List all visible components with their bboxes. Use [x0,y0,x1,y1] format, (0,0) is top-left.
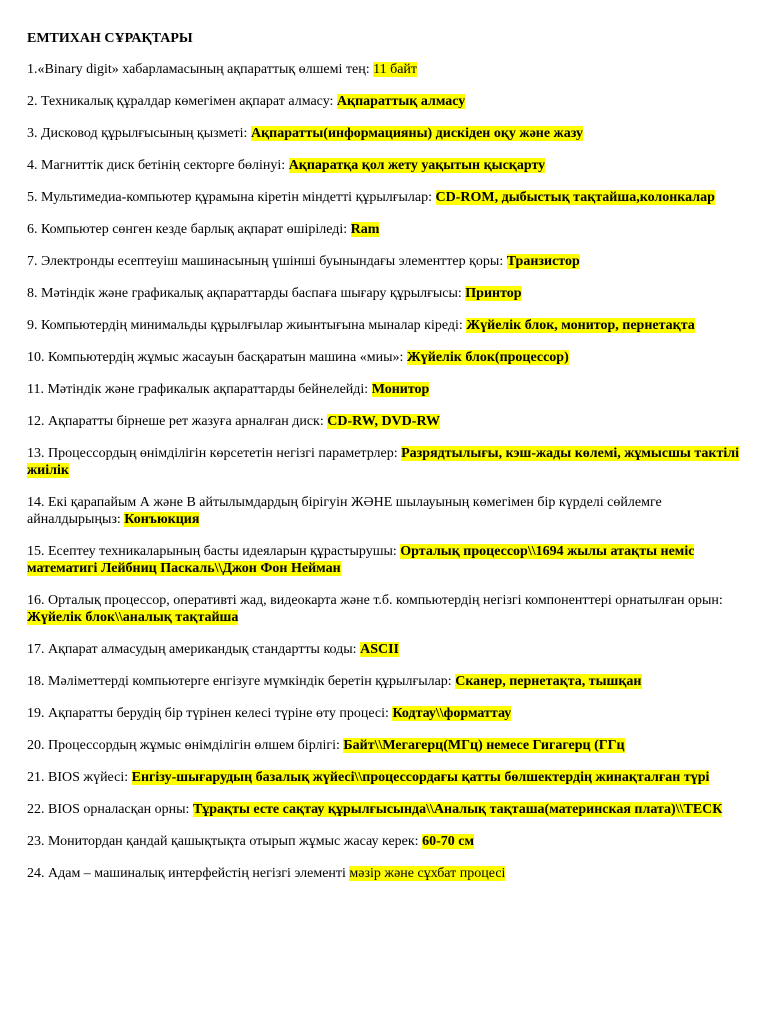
answer-highlight: Принтор [465,286,522,301]
question-text: 12. Ақпаратты бірнеше рет жазуға арналған диск: [27,414,328,429]
question-item [27,125,743,142]
question-text: 6. Компьютер сөнген кезде барлық ақпарат өшіріледі: [27,222,351,237]
answer-highlight: Транзистор [506,254,580,269]
question-text: 15. Есептеу техникаларының басты идеяларын құрастырушы: [27,544,401,559]
answer-highlight: Жүйелік блок(процессор) [406,350,569,365]
question-text: 11. Мәтіндік және графикалык ақпараттарды бейнелейді: [27,382,372,397]
question-text: 7. Электронды есептеуіш машинасының үшінші буынындағы элементтер қоры: [27,254,507,269]
question-item [27,801,743,818]
question-item [27,833,743,850]
question-item [27,253,743,270]
question-text: 10. Компьютердің жұмыс жасауын басқаратын машина «миы»: [27,350,407,365]
document-title: ЕМТИХАН СҰРАҚТАРЫ [27,31,193,46]
question-text: 5. Мультимедиа-компьютер құрамына кіретін міндетті құрылғылар: [27,190,436,205]
question-text: 1.«Binary digit» хабарламасының ақпараттық өлшемі тең: [27,62,374,77]
question-item [27,865,743,882]
answer-highlight: ASCII [360,642,399,657]
question-item [27,494,743,528]
question-item [27,93,743,110]
question-item [27,413,743,430]
question-item [27,673,743,690]
question-text: 23. Монитордан қандай қашықтықта отырып жұмыс жасау керек: [27,834,423,849]
question-item [27,189,743,206]
answer-highlight: Тұрақты есте сақтау құрылғысында\\Аналық тақташа(материнская плата)\\ТЕСК [192,802,723,817]
question-item [27,445,743,479]
answer-highlight: Конъюкция [124,512,200,527]
question-item [27,157,743,174]
answer-highlight: CD-RW, DVD-RW [327,414,441,429]
answer-highlight: CD-ROM, дыбыстық тақтайша,колонкалар [435,190,715,205]
question-text: 17. Ақпарат алмасудың американдық стандартты коды: [27,642,361,657]
question-item [27,317,743,334]
question-item [27,221,743,238]
answer-highlight: 60-70 см [422,834,474,849]
question-text: 18. Мәліметтерді компьютерге енгізуге мүмкіндік беретін құрылғылар: [27,674,456,689]
answer-highlight: Байт\\Мегагерц(МГц) немесе Гигагерц (ГГц [343,738,625,753]
question-text: 24. Адам – машиналық интерфейстің негізгі элементі [27,866,350,881]
question-list [27,61,743,882]
answer-highlight: Сканер, пернетақта, тышқан [455,674,642,689]
question-text: 13. Процессордың өнімділігін көрсететін негізгі параметрлер: [27,446,402,461]
answer-highlight: Орталық процессор\\1694 жылы атақты неміс математигі Лейбниц Паскаль\\Джон Фон Нейман [27,544,695,576]
answer-highlight: Енгізу-шығарудың базалық жүйесі\\процессордағы қатты бөлшектердің жинақталған түрі [131,770,710,785]
question-text: 3. Дисковод құрылғысының қызметі: [27,126,251,141]
question-item [27,285,743,302]
question-text: 2. Техникалық құралдар көмегімен ақпарат алмасу: [27,94,337,109]
exam-questions-page [27,30,743,897]
answer-highlight: Монитор [371,382,430,397]
question-text: 14. Екі қарапайым А және В айтылымдардың бірігуін ЖӘНЕ шылауының көмегімен бір күрделі сөйлемге айналдырыңыз: [27,495,662,527]
question-item [27,641,743,658]
question-text: 20. Процессордың жұмыс өнімділігін өлшем бірлігі: [27,738,344,753]
question-item [27,381,743,398]
question-text: 8. Мәтіндік және графикалық ақпараттарды баспаға шығару құрылғысы: [27,286,466,301]
question-text: 9. Компьютердің минимальды құрылғылар жиынтығына мыналар кіреді: [27,318,467,333]
answer-highlight: Разрядтылығы, кэш-жады көлемі, жұмысшы тактілі жиілік [27,446,739,478]
question-text: 21. BIOS жүйесі: [27,770,132,785]
question-item [27,61,743,78]
question-text: 16. Орталық процессор, оперативті жад, видеокарта және т.б. компьютердің негізгі компоненттері орнатылған орын: [27,593,723,608]
answer-highlight: Кодтау\\форматтау [392,706,512,721]
answer-highlight: мәзір және сұхбат процесі [349,866,506,881]
answer-highlight: Ақпараттық алмасу [336,94,466,109]
question-text: 22. BIOS орналасқан орны: [27,802,193,817]
answer-highlight: Ақпаратқа қол жету уақытын қысқарту [288,158,546,173]
question-item [27,349,743,366]
question-item [27,592,743,626]
question-text: 4. Магниттік диск бетінің секторге бөлінуі: [27,158,289,173]
question-item [27,705,743,722]
question-item [27,737,743,754]
answer-highlight: Ақпаратты(информацияны) дискіден оқу және жазу [250,126,584,141]
question-item [27,769,743,786]
answer-highlight: Жүйелік блок\\аналық тақтайша [27,610,239,625]
question-text: 19. Ақпаратты берудің бір түрінен келесі түріне өту процесі: [27,706,393,721]
question-item [27,543,743,577]
answer-highlight: Ram [350,222,380,237]
answer-highlight: Жүйелік блок, монитор, пернетақта [466,318,695,333]
answer-highlight: 11 байт [373,62,418,77]
